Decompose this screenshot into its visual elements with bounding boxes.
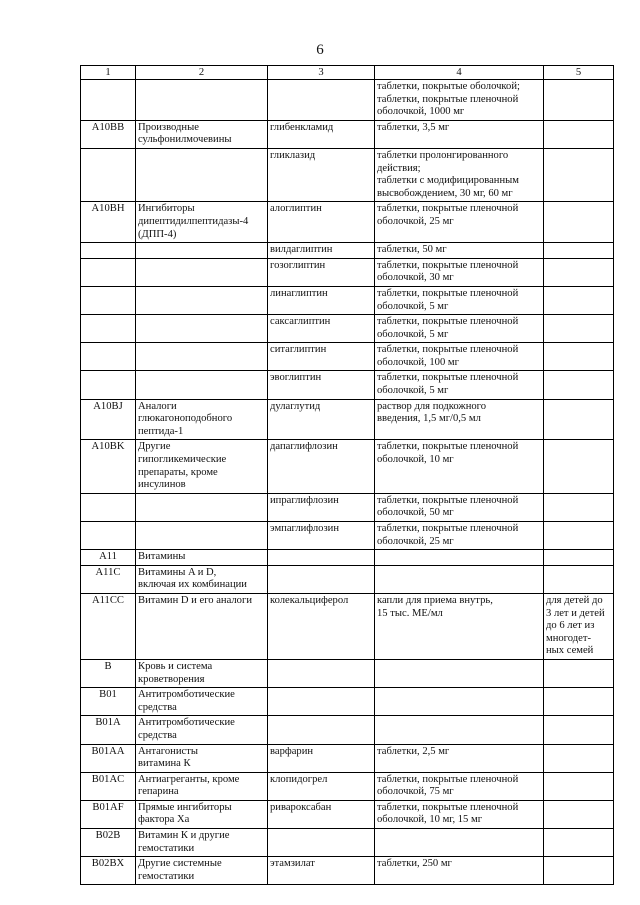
drug-name-cell [268, 522, 375, 550]
therapeutic-group-cell [136, 772, 268, 800]
dosage-form-cell [375, 688, 544, 716]
table-row [81, 493, 614, 521]
dosage-form-cell [375, 744, 544, 772]
therapeutic-group-cell [136, 343, 268, 371]
atc-code-cell [81, 493, 136, 521]
dosage-form-line: таблетки, 50 мг [377, 244, 447, 256]
note-cell [544, 857, 614, 885]
dosage-form-cell [375, 593, 544, 659]
drug-name-cell [268, 593, 375, 659]
dosage-form-cell [375, 80, 544, 121]
drug-name-cell [268, 258, 375, 286]
drug-name-line: клопидогрел [270, 773, 328, 785]
therapeutic-group-line: Витамин D и его аналоги [138, 594, 252, 606]
atc-code-cell: A10BJ [81, 399, 136, 440]
note-cell [544, 148, 614, 201]
therapeutic-group-cell [136, 565, 268, 593]
note-cell [544, 829, 614, 857]
dosage-form-line: действия; [377, 162, 421, 174]
drug-name-line: глибенкламид [270, 121, 334, 133]
therapeutic-group-line: гемостатики [138, 870, 195, 882]
note-cell [544, 80, 614, 121]
atc-code-cell [81, 243, 136, 259]
drug-name-cell [268, 202, 375, 243]
therapeutic-group-cell [136, 202, 268, 243]
table-row [81, 659, 614, 687]
note-cell [544, 800, 614, 828]
note-cell [544, 202, 614, 243]
dosage-form-cell [375, 315, 544, 343]
drug-name-cell [268, 243, 375, 259]
therapeutic-group-cell [136, 371, 268, 399]
table-row [81, 120, 614, 148]
drug-name-cell [268, 493, 375, 521]
drug-name-line: варфарин [270, 745, 314, 757]
therapeutic-group-line: Ингибиторы [138, 203, 195, 215]
drug-name-cell [268, 565, 375, 593]
table-row [81, 243, 614, 259]
table-row [81, 258, 614, 286]
atc-code-cell [81, 371, 136, 399]
drug-name-line: дапаглифлозин [270, 441, 338, 453]
dosage-form-line: оболочкой, 100 мг [377, 356, 459, 368]
drug-name-line: дулаглутид [270, 400, 321, 412]
therapeutic-group-line: кроветворения [138, 673, 205, 685]
therapeutic-group-cell [136, 800, 268, 828]
note-cell [544, 399, 614, 440]
dosage-form-cell [375, 716, 544, 744]
drug-name-line: эвоглиптин [270, 372, 322, 384]
column-header: 4 [375, 66, 544, 80]
dosage-form-cell [375, 550, 544, 566]
therapeutic-group-line: Производные [138, 121, 199, 133]
dosage-form-cell [375, 565, 544, 593]
dosage-form-line: оболочкой, 50 мг [377, 507, 454, 519]
drug-name-cell [268, 800, 375, 828]
atc-code-cell: A11CC [81, 593, 136, 659]
therapeutic-group-line: Прямые ингибиторы [138, 801, 232, 813]
note-cell [544, 688, 614, 716]
note-cell [544, 716, 614, 744]
dosage-form-line: таблетки, покрытые пленочной [377, 316, 519, 328]
therapeutic-group-line: Антитромботические [138, 689, 235, 701]
atc-code-cell: A11 [81, 550, 136, 566]
atc-code-cell: B [81, 659, 136, 687]
drug-name-cell [268, 343, 375, 371]
drug-name-cell [268, 772, 375, 800]
therapeutic-group-cell [136, 744, 268, 772]
dosage-form-line: капли для приема внутрь, [377, 594, 493, 606]
note-cell [544, 493, 614, 521]
therapeutic-group-line: гемостатики [138, 842, 195, 854]
dosage-form-line: оболочкой, 5 мг [377, 328, 449, 340]
therapeutic-group-cell [136, 258, 268, 286]
therapeutic-group-cell [136, 243, 268, 259]
drug-name-cell [268, 315, 375, 343]
therapeutic-group-line: препараты, кроме [138, 466, 218, 478]
dosage-form-line: оболочкой, 30 мг [377, 272, 454, 284]
therapeutic-group-line: пептида-1 [138, 425, 184, 437]
drug-name-cell [268, 744, 375, 772]
therapeutic-group-line: средства [138, 729, 177, 741]
atc-code-cell: B01AF [81, 800, 136, 828]
therapeutic-group-line: (ДПП-4) [138, 228, 177, 240]
dosage-form-cell [375, 772, 544, 800]
therapeutic-group-cell [136, 286, 268, 314]
dosage-form-line: 15 тыс. МЕ/мл [377, 607, 443, 619]
therapeutic-group-line: Аналоги [138, 400, 177, 412]
drug-name-line: вилдаглиптин [270, 244, 333, 256]
atc-code-cell [81, 286, 136, 314]
drug-name-line: эмпаглифлозин [270, 523, 339, 534]
note-cell [544, 522, 614, 550]
drug-name-cell [268, 688, 375, 716]
note-cell [544, 258, 614, 286]
note-line: ных семей [546, 645, 594, 657]
dosage-form-line: таблетки, покрытые пленочной [377, 287, 519, 299]
note-line: для детей до [546, 594, 603, 606]
dosage-form-line: оболочкой, 25 мг [377, 215, 454, 227]
drug-name-line: саксаглиптин [270, 316, 331, 328]
atc-code-cell: A10BK [81, 440, 136, 493]
atc-code-cell: A10BH [81, 202, 136, 243]
dosage-form-line: таблетки, покрытые оболочкой; [377, 81, 520, 92]
therapeutic-group-cell [136, 550, 268, 566]
drug-name-cell [268, 550, 375, 566]
drug-name-line: алоглиптин [270, 203, 322, 215]
therapeutic-group-cell [136, 493, 268, 521]
note-cell [544, 744, 614, 772]
note-line: 3 лет и детей [546, 607, 605, 619]
note-cell [544, 343, 614, 371]
dosage-form-line: таблетки, 2,5 мг [377, 745, 450, 757]
therapeutic-group-line: средства [138, 701, 177, 713]
dosage-form-line: оболочкой, 10 мг [377, 454, 454, 466]
therapeutic-group-line: Другие системные [138, 858, 222, 870]
dosage-form-cell [375, 286, 544, 314]
therapeutic-group-cell [136, 688, 268, 716]
drug-name-line: гликлазид [270, 149, 316, 161]
dosage-form-line: оболочкой, 10 мг, 15 мг [377, 814, 483, 826]
dosage-form-line: таблетки, покрытые пленочной [377, 93, 519, 105]
drug-name-line: ситаглиптин [270, 344, 327, 356]
table-row [81, 565, 614, 593]
atc-code-cell [81, 343, 136, 371]
therapeutic-group-cell [136, 399, 268, 440]
drug-name-cell [268, 148, 375, 201]
drug-name-cell [268, 440, 375, 493]
therapeutic-group-line: Витамины A и D, [138, 566, 217, 578]
therapeutic-group-line: витамина К [138, 758, 191, 770]
dosage-form-cell [375, 148, 544, 201]
dosage-form-cell [375, 522, 544, 550]
dosage-form-line: оболочкой, 5 мг [377, 300, 449, 312]
therapeutic-group-cell [136, 659, 268, 687]
table-row [81, 399, 614, 440]
note-cell [544, 593, 614, 659]
table-header-row [81, 66, 614, 80]
atc-code-cell: B02BX [81, 857, 136, 885]
dosage-form-cell [375, 371, 544, 399]
therapeutic-group-line: включая их комбинации [138, 579, 247, 591]
dosage-form-line: таблетки, покрытые пленочной [377, 494, 519, 506]
dosage-form-cell [375, 493, 544, 521]
dosage-form-line: высвобождением, 30 мг, 60 мг [377, 187, 513, 199]
therapeutic-group-line: Витамин К и другие [138, 830, 230, 842]
atc-code-cell: B01 [81, 688, 136, 716]
therapeutic-group-line: глюкагоноподобного [138, 413, 233, 425]
dosage-form-line: оболочкой, 75 мг [377, 786, 454, 798]
drug-name-line: ипраглифлозин [270, 494, 339, 506]
dosage-form-line: таблетки пролонгированного [377, 149, 509, 161]
dosage-form-cell [375, 440, 544, 493]
drug-name-line: линаглиптин [270, 287, 328, 299]
column-header: 2 [136, 66, 268, 80]
dosage-form-line: таблетки, покрытые пленочной [377, 441, 519, 453]
atc-code-cell: A10BB [81, 120, 136, 148]
drug-name-line: этамзилат [270, 858, 315, 870]
therapeutic-group-cell [136, 829, 268, 857]
therapeutic-group-line: фактора Xa [138, 814, 190, 826]
therapeutic-group-line: сульфонилмочевины [138, 134, 232, 146]
table-row [81, 202, 614, 243]
table-row [81, 744, 614, 772]
therapeutic-group-line: Антиагреганты, кроме [138, 773, 240, 785]
dosage-form-cell [375, 343, 544, 371]
drug-name-cell [268, 120, 375, 148]
note-cell [544, 550, 614, 566]
dosage-form-cell [375, 258, 544, 286]
table-row [81, 772, 614, 800]
dosage-form-line: таблетки, покрытые пленочной [377, 344, 519, 356]
column-header: 3 [268, 66, 375, 80]
atc-code-cell: A11C [81, 565, 136, 593]
dosage-form-line: таблетки, покрытые пленочной [377, 372, 519, 384]
dosage-form-cell [375, 829, 544, 857]
note-cell [544, 243, 614, 259]
table-row [81, 800, 614, 828]
drug-name-cell [268, 659, 375, 687]
atc-code-cell [81, 80, 136, 121]
dosage-form-line: оболочкой, 25 мг [377, 535, 454, 547]
therapeutic-group-cell [136, 120, 268, 148]
atc-code-cell [81, 315, 136, 343]
table-row [81, 550, 614, 566]
dosage-form-line: введения, 1,5 мг/0,5 мл [377, 413, 481, 425]
dosage-form-cell [375, 243, 544, 259]
therapeutic-group-cell [136, 315, 268, 343]
dosage-form-line: оболочкой, 5 мг [377, 385, 449, 397]
atc-code-cell [81, 522, 136, 550]
table-row [81, 593, 614, 659]
column-header: 5 [544, 66, 614, 80]
atc-code-cell [81, 148, 136, 201]
drug-name-line: колекальциферол [270, 594, 349, 606]
therapeutic-group-line: Витамины [138, 551, 186, 563]
table-row [81, 148, 614, 201]
therapeutic-group-line: дипептидилпептидазы-4 [138, 215, 249, 227]
drug-name-cell [268, 371, 375, 399]
column-header: 1 [81, 66, 136, 80]
table-row [81, 80, 614, 121]
note-cell [544, 565, 614, 593]
therapeutic-group-cell [136, 80, 268, 121]
therapeutic-group-cell [136, 148, 268, 201]
table-row [81, 857, 614, 885]
table-row [81, 371, 614, 399]
table-row [81, 286, 614, 314]
atc-code-cell: B01AA [81, 744, 136, 772]
therapeutic-group-line: гепарина [138, 786, 179, 798]
dosage-form-cell [375, 202, 544, 243]
dosage-form-line: таблетки, 250 мг [377, 858, 452, 870]
atc-code-cell: B01A [81, 716, 136, 744]
therapeutic-group-line: Кровь и система [138, 660, 213, 672]
therapeutic-group-cell [136, 716, 268, 744]
table-row [81, 829, 614, 857]
table-row [81, 440, 614, 493]
table-row [81, 688, 614, 716]
therapeutic-group-cell [136, 440, 268, 493]
dosage-form-cell [375, 800, 544, 828]
dosage-form-line: таблетки, 3,5 мг [377, 121, 450, 133]
drug-name-cell [268, 286, 375, 314]
note-line: до 6 лет из [546, 620, 595, 632]
drug-name-cell [268, 857, 375, 885]
dosage-form-cell [375, 120, 544, 148]
note-cell [544, 315, 614, 343]
drug-name-line: гозоглиптин [270, 259, 326, 271]
table-row [81, 315, 614, 343]
drug-name-cell [268, 829, 375, 857]
drug-name-line: ривароксабан [270, 801, 332, 813]
note-cell [544, 371, 614, 399]
note-cell [544, 120, 614, 148]
table-row [81, 522, 614, 550]
dosage-form-line: таблетки, покрытые пленочной [377, 801, 519, 813]
dosage-form-cell [375, 399, 544, 440]
therapeutic-group-cell [136, 522, 268, 550]
therapeutic-group-line: Антагонисты [138, 745, 198, 757]
note-line: многодет- [546, 632, 591, 644]
dosage-form-cell [375, 857, 544, 885]
table-row [81, 343, 614, 371]
drug-name-cell [268, 716, 375, 744]
note-cell [544, 440, 614, 493]
atc-code-cell: B02B [81, 829, 136, 857]
dosage-form-line: раствор для подкожного [377, 400, 487, 412]
note-cell [544, 286, 614, 314]
table-row [81, 716, 614, 744]
therapeutic-group-line: инсулинов [138, 479, 186, 491]
dosage-form-line: таблетки, покрытые пленочной [377, 259, 519, 271]
drug-name-cell [268, 399, 375, 440]
drug-name-cell [268, 80, 375, 121]
atc-code-cell [81, 258, 136, 286]
dosage-form-line: таблетки, покрытые пленочной [377, 773, 519, 785]
note-cell [544, 772, 614, 800]
atc-code-cell: B01AC [81, 772, 136, 800]
therapeutic-group-line: Антитромботические [138, 717, 235, 729]
therapeutic-group-line: гипогликемические [138, 454, 227, 466]
dosage-form-line: таблетки, покрытые пленочной [377, 523, 519, 534]
therapeutic-group-line: Другие [138, 441, 171, 453]
dosage-form-line: таблетки, покрытые пленочной [377, 203, 519, 215]
therapeutic-group-cell [136, 857, 268, 885]
dosage-form-line: оболочкой, 1000 мг [377, 106, 465, 118]
dosage-form-cell [375, 659, 544, 687]
page-number: 6 [316, 42, 324, 58]
note-cell [544, 659, 614, 687]
therapeutic-group-cell [136, 593, 268, 659]
dosage-form-line: таблетки с модифицированным [377, 175, 519, 187]
drug-list-table [80, 65, 614, 885]
